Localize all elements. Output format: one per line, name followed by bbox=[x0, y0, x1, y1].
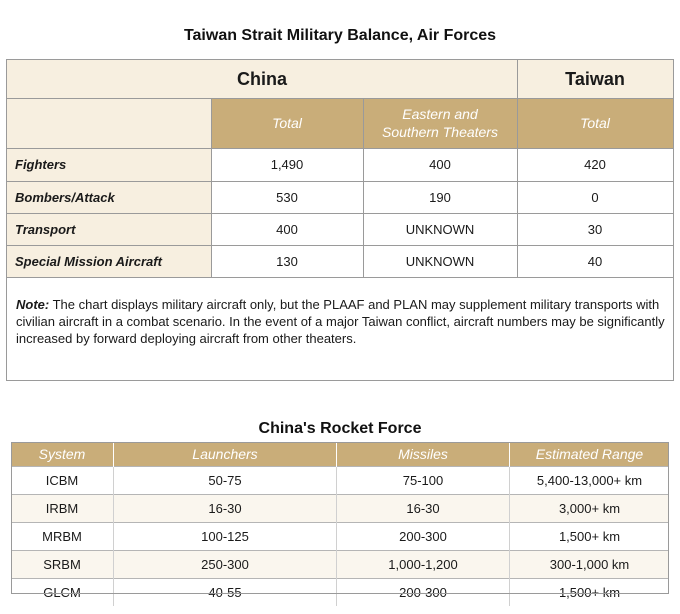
taiwan-total-header: Total bbox=[517, 98, 673, 148]
table-cell: MRBM bbox=[11, 523, 114, 551]
table-note bbox=[16, 296, 666, 347]
table-cell: 190 bbox=[429, 189, 451, 205]
table-cell: 75-100 bbox=[337, 467, 510, 495]
table-cell: UNKNOWN bbox=[405, 253, 475, 269]
table-row bbox=[11, 579, 669, 607]
table-cell: 250-300 bbox=[114, 551, 337, 579]
table-cell: 300-1,000 km bbox=[510, 551, 670, 579]
divider bbox=[7, 277, 673, 278]
table-cell: UNKNOWN bbox=[405, 221, 475, 237]
column-header-launchers: Launchers bbox=[114, 442, 337, 467]
column-header-missiles: Missiles bbox=[337, 442, 510, 467]
divider bbox=[363, 98, 364, 277]
taiwan-header: Taiwan bbox=[517, 60, 673, 98]
table-cell: 5,400-13,000+ km bbox=[510, 467, 670, 495]
table-cell: 130 bbox=[276, 253, 298, 269]
divider bbox=[7, 181, 673, 182]
table-cell: 40-55 bbox=[114, 579, 337, 607]
table-cell: 3,000+ km bbox=[510, 495, 670, 523]
table-cell: IRBM bbox=[11, 495, 114, 523]
column-header-range: Estimated Range bbox=[510, 442, 670, 467]
divider bbox=[7, 213, 673, 214]
air-forces-title: Taiwan Strait Military Balance, Air Forces bbox=[183, 27, 497, 44]
divider bbox=[211, 98, 212, 277]
header-row bbox=[11, 442, 669, 467]
table-cell: 100-125 bbox=[114, 523, 337, 551]
table-cell: 16-30 bbox=[114, 495, 337, 523]
table-cell: 1,500+ km bbox=[510, 523, 670, 551]
row-label-bombers: Bombers/Attack bbox=[7, 181, 211, 213]
china-total-header: Total bbox=[211, 98, 363, 148]
note-label: Note: bbox=[16, 297, 50, 312]
corner-cell bbox=[7, 98, 211, 148]
table-cell: 530 bbox=[276, 189, 298, 205]
table-cell: 0 bbox=[591, 189, 599, 205]
rocket-force-table bbox=[11, 442, 669, 606]
column-header-system: System bbox=[11, 442, 114, 467]
row-label-special-mission: Special Mission Aircraft bbox=[7, 245, 211, 277]
table-cell: 420 bbox=[584, 157, 606, 172]
table-cell: 16-30 bbox=[337, 495, 510, 523]
eastern-southern-header: Eastern and Southern Theaters bbox=[363, 98, 517, 148]
table-cell: GLCM bbox=[11, 579, 114, 607]
table-cell: 30 bbox=[587, 221, 603, 237]
divider bbox=[517, 60, 518, 277]
row-label-transport: Transport bbox=[7, 213, 211, 245]
table-row bbox=[11, 523, 669, 551]
china-header: China bbox=[7, 60, 517, 98]
divider bbox=[7, 148, 673, 149]
table-row bbox=[11, 467, 669, 495]
air-forces-table bbox=[6, 59, 674, 381]
table-cell: 1,500+ km bbox=[510, 579, 670, 607]
table-cell: SRBM bbox=[11, 551, 114, 579]
table-cell: 1,000-1,200 bbox=[337, 551, 510, 579]
note-text: The chart displays military aircraft only, but the PLAAF and PLAN may supplement military transports with civilian aircraft in a combat scenario. In the event of a major Taiwan conflict, aircraft numbers may be significantly increased by forward deploying aircraft from other theaters. bbox=[16, 297, 665, 346]
table-cell: ICBM bbox=[11, 467, 114, 495]
table-cell: 200-300 bbox=[337, 579, 510, 607]
divider bbox=[7, 98, 673, 99]
table-row bbox=[11, 551, 669, 579]
table-row bbox=[11, 495, 669, 523]
rocket-force-title: China's Rocket Force bbox=[258, 420, 422, 437]
table-cell: 200-300 bbox=[337, 523, 510, 551]
table-cell: 400 bbox=[429, 157, 451, 172]
table-cell: 400 bbox=[276, 221, 298, 237]
row-label-fighters: Fighters bbox=[7, 148, 211, 181]
table-cell: 50-75 bbox=[114, 467, 337, 495]
divider bbox=[7, 245, 673, 246]
table-cell: 40 bbox=[587, 253, 603, 269]
table-cell: 1,490 bbox=[270, 157, 304, 172]
